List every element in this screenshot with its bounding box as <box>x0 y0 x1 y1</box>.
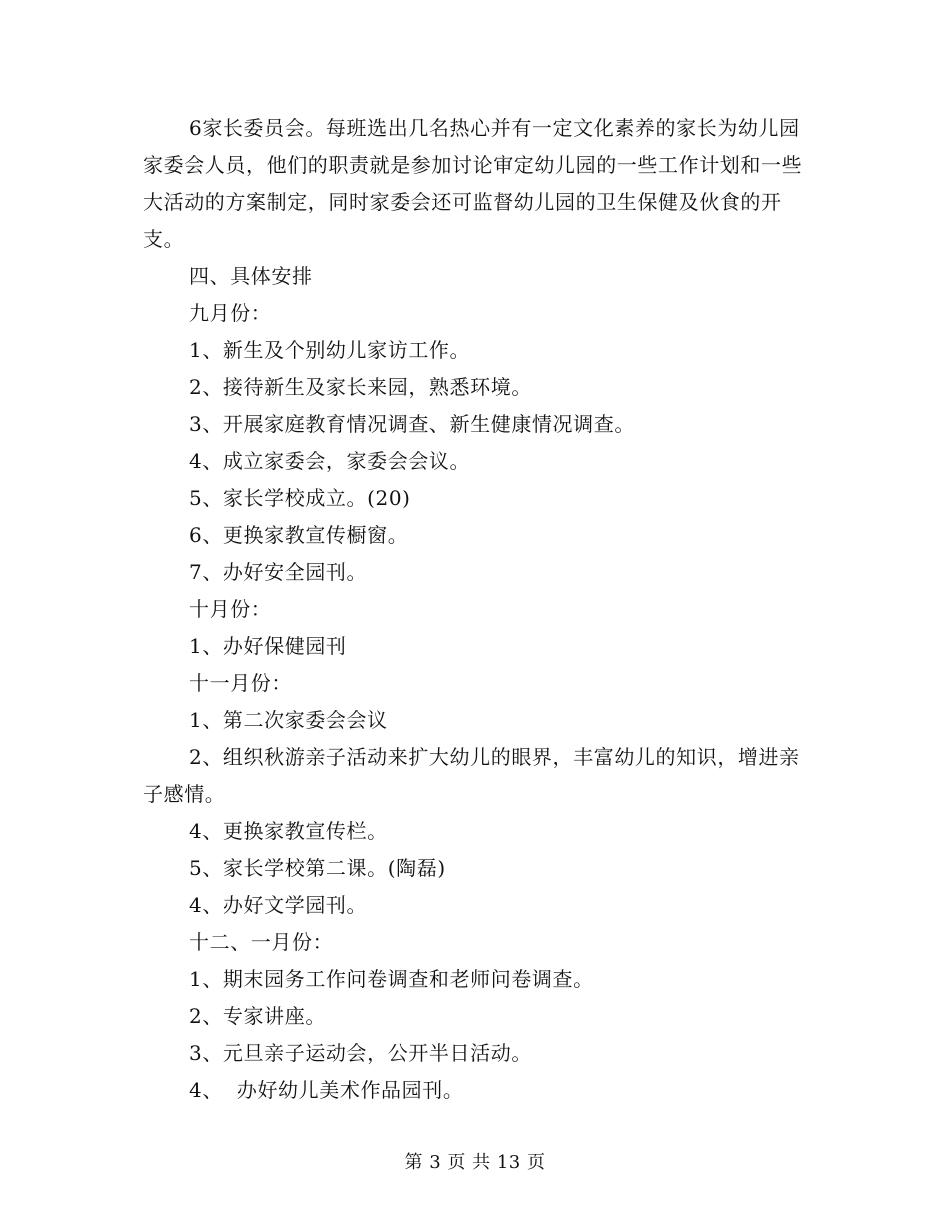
list-item: 4、成立家委会，家委会会议。 <box>189 449 471 473</box>
document-body <box>143 110 813 1109</box>
list-item: 1、第二次家委会会议 <box>189 708 388 732</box>
list-item: 7、办好安全园刊。 <box>189 560 368 584</box>
list-item: 3、元旦亲子运动会，公开半日活动。 <box>189 1041 532 1065</box>
list-item: 1、办好保健园刊 <box>189 634 347 658</box>
list-item: 4、更换家教宣传栏。 <box>189 819 388 843</box>
list-item: 2、专家讲座。 <box>189 1004 326 1028</box>
list-item: 1、新生及个别幼儿家访工作。 <box>189 338 471 362</box>
list-item: 5、家长学校第二课。(陶磊) <box>189 856 446 880</box>
list-item: 1、期末园务工作问卷调查和老师问卷调查。 <box>189 967 594 991</box>
page-number-footer: 第 3 页 共 13 页 <box>404 1152 546 1173</box>
list-item: 3、开展家庭教育情况调查、新生健康情况调查。 <box>189 412 635 436</box>
list-item: 4、 办好幼儿美术作品园刊。 <box>189 1078 464 1102</box>
month-heading-october: 十月份： <box>189 597 272 621</box>
list-item: 2、接待新生及家长来园，熟悉环境。 <box>189 375 532 399</box>
list-item: 4、办好文学园刊。 <box>189 893 368 917</box>
month-heading-november: 十一月份： <box>189 671 292 695</box>
list-item: 6、更换家教宣传橱窗。 <box>189 523 409 547</box>
list-item: 2、组织秋游亲子活动来扩大幼儿的眼界，丰富幼儿的知识，增进亲子感情。 <box>143 745 800 806</box>
month-heading-december-january: 十二、一月份： <box>189 930 334 954</box>
paragraph-parent-committee: 6家长委员会。每班选出几名热心并有一定文化素养的家长为幼儿园家委会人员，他们的职责就是参加讨论审定幼儿园的一些工作计划和一些大活动的方案制定，同时家委会还可监督幼儿园的卫生保健及伙食的开支。 <box>143 116 803 251</box>
month-heading-september: 九月份： <box>189 301 272 325</box>
section-heading-schedule: 四、具体安排 <box>189 264 313 288</box>
list-item: 5、家长学校成立。(20) <box>189 486 411 510</box>
